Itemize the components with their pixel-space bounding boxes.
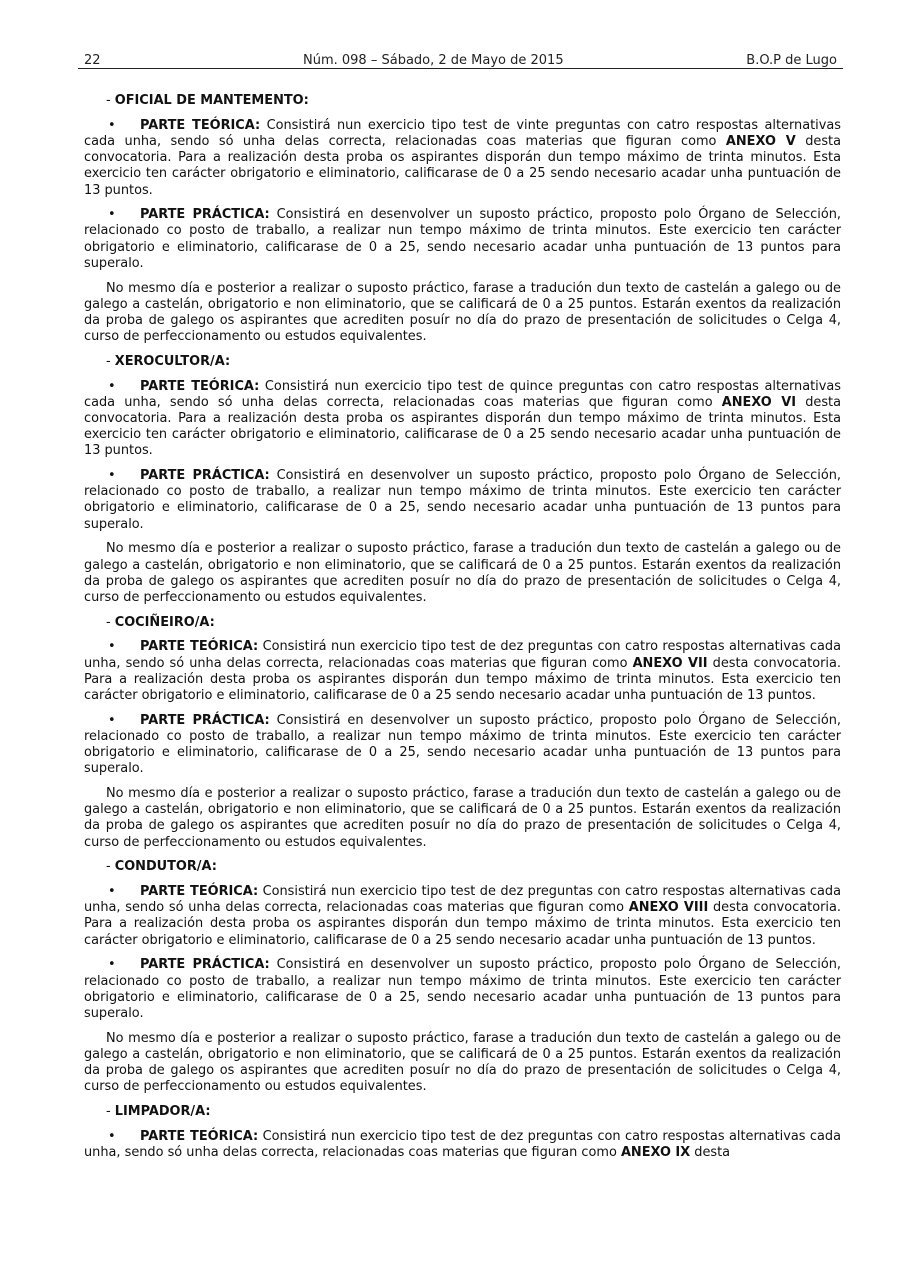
galego-note-paragraph: No mesmo día e posterior a realizar o suposto práctico, farase a tradución dun texto de castelán a galego ou de galego a castelán, obrigatorio e non eliminatorio, que se calificará de 0 a 25 puntos. Estarán exentos da realización da proba de galego os aspirantes que acrediten posuír no día do prazo de presentación de solicitudes o Celga 4, curso de perfeccionamento ou estudos equivalentes. bbox=[84, 786, 841, 850]
section-heading: - OFICIAL DE MANTEMENTO: bbox=[106, 93, 309, 108]
parte-teorica-paragraph: • PARTE TEÓRICA: Consistirá nun exercicio tipo test de dez preguntas con catro respostas alternativas cada unha, sendo só unha delas correcta, relacionadas coas materias que figuran como ANEXO IX desta bbox=[84, 1128, 841, 1160]
page-number: 22 bbox=[84, 53, 101, 68]
galego-note-paragraph: No mesmo día e posterior a realizar o suposto práctico, farase a tradución dun texto de castelán a galego ou de galego a castelán, obrigatorio e non eliminatorio, que se calificará de 0 a 25 puntos. Estarán exentos da realización da proba de galego os aspirantes que acrediten posuír no día do prazo de presentación de solicitudes o Celga 4, curso de perfeccionamento ou estudos equivalentes. bbox=[84, 1030, 841, 1095]
bullet-icon: • bbox=[108, 884, 116, 900]
section-heading: - COCIÑEIRO/A: bbox=[106, 614, 215, 630]
bullet-icon: • bbox=[108, 1128, 116, 1144]
bullet-icon: • bbox=[108, 468, 116, 484]
section-heading: - CONDUTOR/A: bbox=[106, 859, 217, 875]
parte-practica-paragraph: • PARTE PRÁCTICA: Consistirá en desenvolver un suposto práctico, proposto polo Órgano de Selección, relacionado co posto de traballo, a realizar nun tempo máximo de trinta minutos. Este exercicio ten carácter obrigatorio e eliminatorio, calificarase de 0 a 25, sendo necesario acadar unha puntuación de 13 puntos para superalo. bbox=[84, 207, 842, 271]
parte-practica-paragraph: • PARTE PRÁCTICA: Consistirá en desenvolver un suposto práctico, proposto polo Órgano de Selección, relacionado co posto de traballo, a realizar nun tempo máximo de trinta minutos. Este exercicio ten carácter obrigatorio e eliminatorio, calificarase de 0 a 25, sendo necesario acadar unha puntuación de 13 puntos para superalo. bbox=[84, 468, 842, 532]
parte-practica-paragraph: • PARTE PRÁCTICA: Consistirá en desenvolver un suposto práctico, proposto polo Órgano de Selección, relacionado co posto de traballo, a realizar nun tempo máximo de trinta minutos. Este exercicio ten carácter obrigatorio e eliminatorio, calificarase de 0 a 25, sendo necesario acadar unha puntuación de 13 puntos para superalo. bbox=[84, 712, 842, 777]
parte-teorica-paragraph: • PARTE TEÓRICA: Consistirá nun exercicio tipo test de vinte preguntas con catro respostas alternativas cada unha, sendo só unha delas correcta, relacionadas coas materias que figuran como ANEXO V desta convocatoria. Para a realización desta proba os aspirantes disporán dun tempo máximo de trinta minutos. Esta exercicio ten carácter obrigatorio e eliminatorio, calificarase de 0 a 25 sendo necesario acadar unha puntuación de 13 puntos. bbox=[84, 117, 841, 198]
bullet-icon: • bbox=[108, 117, 116, 133]
parte-teorica-paragraph: • PARTE TEÓRICA: Consistirá nun exercicio tipo test de quince preguntas con catro respostas alternativas cada unha, sendo só unha delas correcta, relacionadas coas materias que figuran como ANEXO VI desta convocatoria. Para a realización desta proba os aspirantes disporán dun tempo máximo de trinta minutos. Esta exercicio ten carácter obrigatorio e eliminatorio, calificarase de 0 a 25 sendo necesario acadar unha puntuación de 13 puntos. bbox=[84, 378, 841, 459]
galego-note-paragraph: No mesmo día e posterior a realizar o suposto práctico, farase a tradución dun texto de castelán a galego ou de galego a castelán, obrigatorio e non eliminatorio, que se calificará de 0 a 25 puntos. Estarán exentos da realización da proba de galego os aspirantes que acrediten posuír no día do prazo de presentación de solicitudes o Celga 4, curso de perfeccionamento ou estudos equivalentes. bbox=[84, 280, 841, 345]
parte-teorica-paragraph: • PARTE TEÓRICA: Consistirá nun exercicio tipo test de dez preguntas con catro respostas alternativas cada unha, sendo só unha delas correcta, relacionadas coas materias que figuran como ANEXO VII desta convocatoria. Para a realización desta proba os aspirantes disporán dun tempo máximo de trinta minutos. Esta exercicio ten carácter obrigatorio e eliminatorio, calificarase de 0 a 25 sendo necesario acadar unha puntuación de 13 puntos. bbox=[84, 639, 841, 703]
bullet-icon: • bbox=[108, 639, 116, 655]
parte-teorica-paragraph: • PARTE TEÓRICA: Consistirá nun exercicio tipo test de dez preguntas con catro respostas alternativas cada unha, sendo só unha delas correcta, relacionadas coas materias que figuran como ANEXO VIII desta convocatoria. Para a realización desta proba os aspirantes disporán dun tempo máximo de trinta minutos. Esta exercicio ten carácter obrigatorio e eliminatorio, calificarase de 0 a 25 sendo necesario acadar unha puntuación de 13 puntos. bbox=[84, 884, 841, 948]
bullet-icon: • bbox=[108, 712, 116, 728]
parte-practica-paragraph: • PARTE PRÁCTICA: Consistirá en desenvolver un suposto práctico, proposto polo Órgano de Selección, relacionado co posto de traballo, a realizar nun tempo máximo de trinta minutos. Este exercicio ten carácter obrigatorio e eliminatorio, calificarase de 0 a 25, sendo necesario acadar unha puntuación de 13 puntos para superalo. bbox=[84, 957, 842, 1021]
galego-note-paragraph: No mesmo día e posterior a realizar o suposto práctico, farase a tradución dun texto de castelán a galego ou de galego a castelán, obrigatorio e non eliminatorio, que se calificará de 0 a 25 puntos. Estarán exentos da realización da proba de galego os aspirantes que acrediten posuír no día do prazo de presentación de solicitudes o Celga 4, curso de perfeccionamento ou estudos equivalentes. bbox=[84, 541, 841, 605]
publication-name: B.O.P de Lugo bbox=[746, 53, 837, 68]
bullet-icon: • bbox=[108, 207, 116, 223]
bullet-icon: • bbox=[108, 957, 116, 973]
document-body bbox=[84, 93, 841, 1170]
section-heading: - LIMPADOR/A: bbox=[106, 1103, 211, 1119]
page-header bbox=[78, 50, 843, 69]
section-heading: - XEROCULTOR/A: bbox=[106, 353, 231, 369]
bullet-icon: • bbox=[108, 378, 116, 394]
issue-date: Núm. 098 – Sábado, 2 de Mayo de 2015 bbox=[303, 53, 564, 68]
